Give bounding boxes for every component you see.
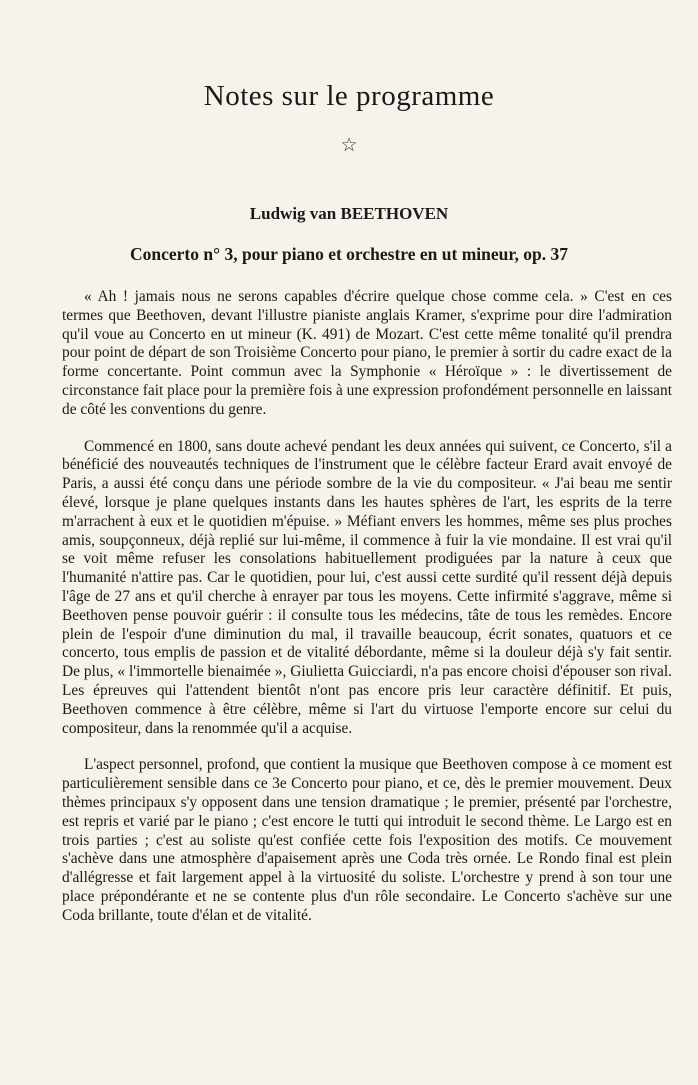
work-heading: Concerto n° 3, pour piano et orchestre en ut mineur, op. 37 (129, 244, 569, 264)
paragraph-3: L'aspect personnel, profond, que contient la musique que Beethoven compose à ce moment est particulièrement sensible dans ce 3e Concerto pour piano, et ce, dès le premier mouvement. Deux thèmes principaux s'y opposent dans une tension dramatique ; le premier, présenté par l'orchestre, est repris et varié par le piano ; c'est encore le tutti qui introduit le second thème. Le Largo est en trois parties ; c'est au soliste qu'est confiée cette fois l'exposition des motifs. Ce mouvement s'achève dans une atmosphère d'apaisement après une Coda très ornée. Le Rondo final est plein d'allégresse et fait largement appel à la virtuosité du soliste. L'orchestre y prend à son tour une place prépondérante et ne se contente plus d'un rôle secondaire. Le Concerto s'achève sur une Coda brillante, toute d'élan et de vitalité. (62, 756, 672, 924)
composer-heading: Ludwig van BEETHOVEN (249, 204, 449, 223)
paragraph-1: « Ah ! jamais nous ne serons capables d'écrire quelque chose comme cela. » C'est en ces termes que Beethoven, devant l'illustre pianiste anglais Kramer, s'exprime pour dire l'admiration qu'il voue au Concerto en ut mineur (K. 491) de Mozart. C'est cette même tonalité qu'il prendra pour point de départ de son Troisième Concerto pour piano, le premier à sortir du cadre exact de la forme concertante. Point commun avec la Symphonie « Héroïque » : le divertissement de circonstance fait place pour la première fois à une expression profondément personnelle en laissant de côté les conventions du genre. (62, 288, 672, 418)
paragraph-2: Commencé en 1800, sans doute achevé pendant les deux années qui suivent, ce Concerto, s'il a bénéficié des nouveautés techniques de l'instrument que le célèbre facteur Erard avait envoyé de Paris, a aussi été conçu dans une période sombre de la vie du compositeur. « J'ai beau me sentir élevé, lorsque je plane quelques instants dans les hautes sphères de l'art, les esprits de la terre m'arrachent à eux et le quotidien m'épuise. » Méfiant envers les hommes, même ses plus proches amis, soupçonneux, déjà replié sur lui-même, il commence à fuir la vie mondaine. Il est vrai qu'il se voit même refuser les consolations habituellement prodiguées par la nature à ceux que l'humanité n'attire pas. Car le quotidien, pour lui, c'est aussi cette surdité qu'il ressent déjà depuis l'âge de 27 ans et qu'il cherche à enrayer par tous les moyens. Cette infirmité s'aggrave, même si Beethoven pense pouvoir guérir : il consulte tous les médecins, tâte de tous les remèdes. Encore plein de l'espoir d'une diminution du mal, il travaille beaucoup, écrit sonates, quatuors et ce concerto, tous emplis de passion et de vitalité débordante, même si la douleur déjà s'y fait sentir. De plus, « l'immortelle bienaimée », Giulietta Guicciardi, n'a pas encore choisi d'épouser son rival. Les épreuves qui l'attendent bientôt n'ont pas encore pris leur caractère définitif. Et puis, Beethoven commence à être célèbre, même si l'art du virtuose l'emporte encore sur celui du compositeur, dans la renommée qu'il a acquise. (62, 437, 672, 737)
star-ornament-icon: ☆ (340, 134, 358, 156)
page-title: Notes sur le programme (203, 80, 495, 112)
notes-body (62, 288, 672, 926)
